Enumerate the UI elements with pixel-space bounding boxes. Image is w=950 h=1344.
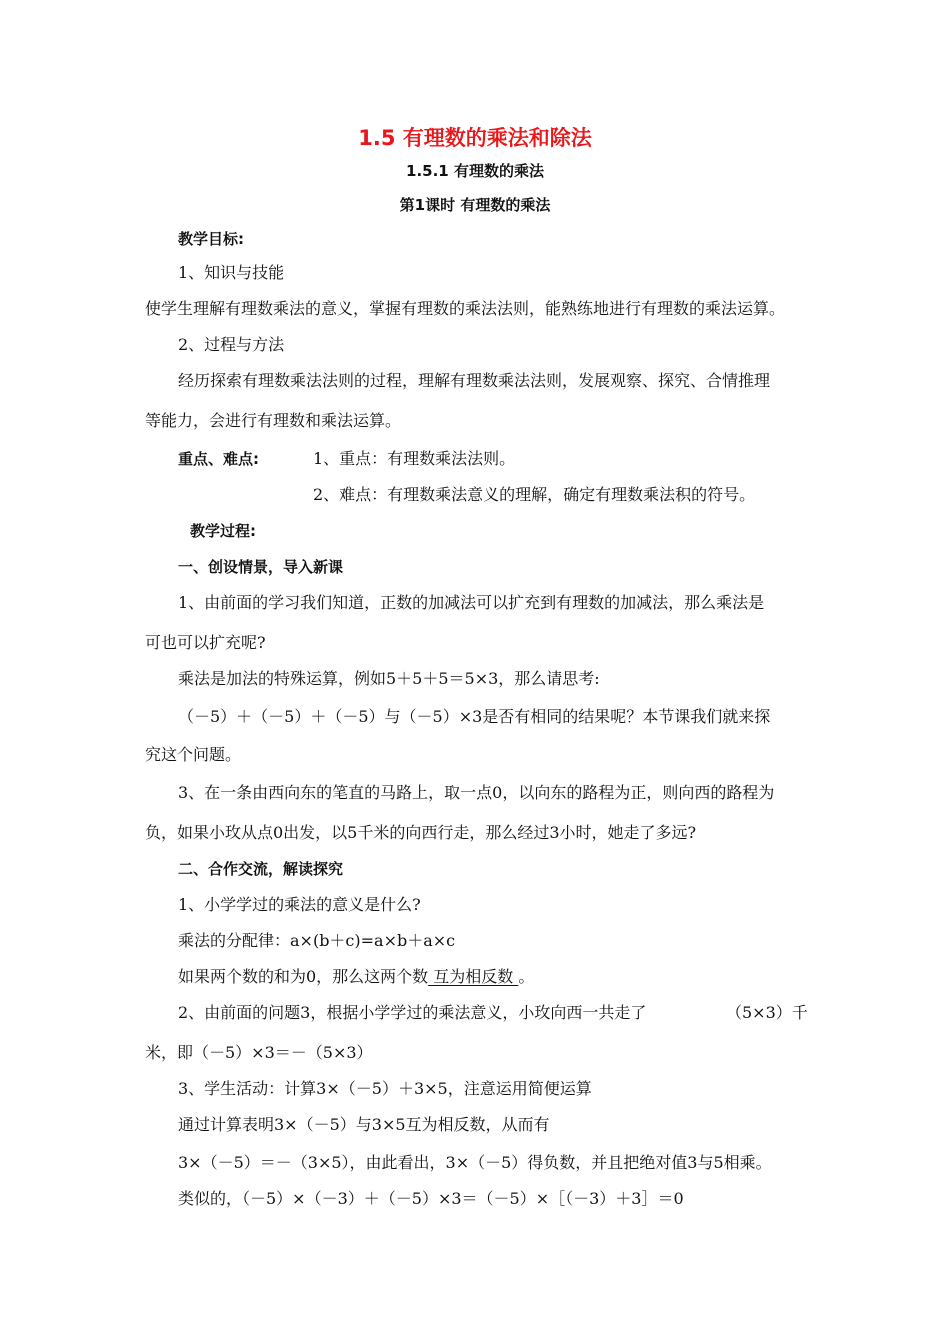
- part-1-heading: 一、创设情景，导入新课: [178, 558, 344, 576]
- paragraph-1-line-2: 可也可以扩充呢?: [145, 633, 266, 652]
- paragraph-3-line-1: （－5）＋（－5）＋（－5）与（－5）×3是否有相同的结果呢？本节课我们就来探: [178, 707, 771, 726]
- knowledge-heading: 1、知识与技能: [178, 263, 285, 282]
- part-2-heading: 二、合作交流，解读探究: [178, 860, 344, 878]
- paragraph-2: 乘法是加法的特殊运算，例如5＋5＋5＝5×3，那么请思考:: [178, 669, 600, 688]
- opposite-numbers-line: [178, 966, 534, 988]
- process-heading: 2、过程与方法: [178, 335, 285, 354]
- paragraph-4-line-1: 3、在一条由西向东的笔直的马路上，取一点0，以向东的路程为正，则向西的路程为: [178, 783, 775, 802]
- distributive-law: 乘法的分配律：a×(b＋c)=a×b＋a×c: [178, 931, 456, 950]
- paragraph-3-line-2: 究这个问题。: [145, 745, 242, 764]
- question-3: 3、学生活动：计算3×（－5）＋3×5，注意运用简便运算: [178, 1079, 592, 1098]
- key-point-2: 2、难点：有理数乘法意义的理解，确定有理数乘法积的符号。: [313, 485, 756, 504]
- question-2-line-1b: （5×3）千: [726, 1003, 808, 1022]
- document-title: 1.5 有理数的乘法和除法: [358, 126, 592, 150]
- opposite-prefix: 如果两个数的和为0，那么这两个数: [178, 967, 429, 986]
- objectives-heading: 教学目标:: [178, 230, 244, 248]
- section-title: 1.5.1 有理数的乘法: [406, 162, 544, 180]
- process-text-line-2: 等能力，会进行有理数和乘法运算。: [145, 411, 402, 430]
- knowledge-text: 使学生理解有理数乘法的意义，掌握有理数的乘法法则，能熟练地进行有理数的乘法运算。: [145, 299, 786, 318]
- process-text-line-1: 经历探索有理数乘法法则的过程，理解有理数乘法法则，发展观察、探究、合情推理: [178, 371, 771, 390]
- key-point-1: 1、重点：有理数乘法法则。: [313, 449, 516, 468]
- question-2-line-2: 米，即（－5）×3＝－（5×3）: [145, 1043, 373, 1062]
- question-1: 1、小学学过的乘法的意义是什么?: [178, 895, 421, 914]
- paragraph-1-line-1: 1、由前面的学习我们知道，正数的加减法可以扩充到有理数的加减法，那么乘法是: [178, 593, 765, 612]
- opposite-blank-answer: 互为相反数: [428, 967, 519, 986]
- teaching-process-heading: 教学过程:: [190, 522, 256, 540]
- calculation-line-3: 类似的，（－5）×（－3）＋（－5）×3＝（－5）×［（－3）＋3］＝0: [178, 1189, 684, 1208]
- calculation-line-2: 3×（－5）＝－（3×5），由此看出，3×（－5）得负数，并且把绝对值3与5相乘。: [178, 1153, 772, 1172]
- opposite-suffix: 。: [518, 967, 535, 986]
- lesson-title: 第1课时 有理数的乘法: [399, 196, 551, 214]
- paragraph-4-line-2: 负，如果小玫从点0出发，以5千米的向西行走，那么经过3小时，她走了多远?: [145, 823, 697, 842]
- calculation-line-1: 通过计算表明3×（－5）与3×5互为相反数，从而有: [178, 1115, 550, 1134]
- key-points-label: 重点、难点:: [178, 450, 259, 468]
- question-2-line-1a: 2、由前面的问题3，根据小学学过的乘法意义，小玫向西一共走了: [178, 1003, 647, 1022]
